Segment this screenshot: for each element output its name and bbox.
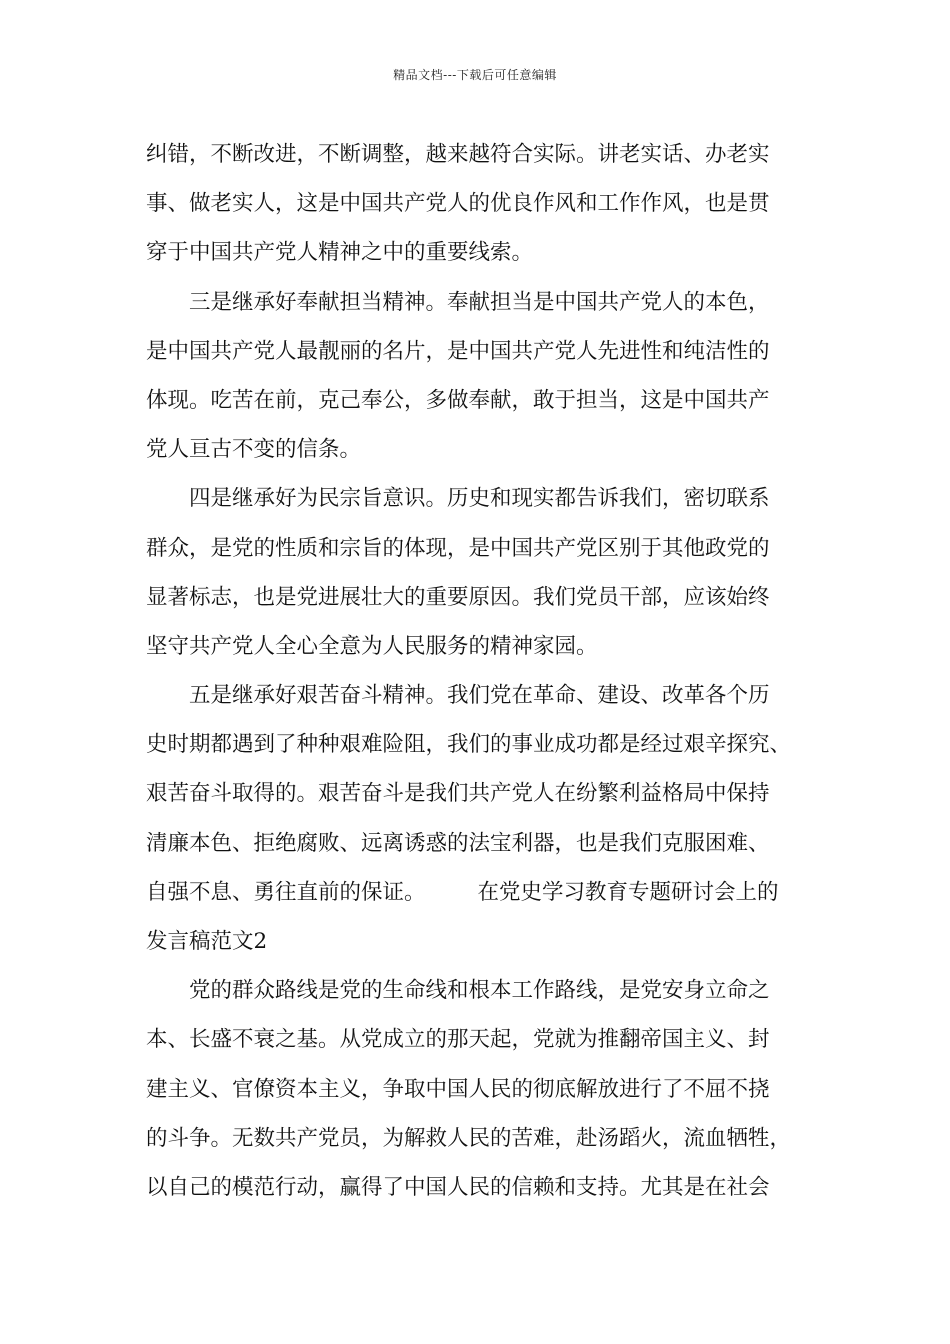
text-line: 穿于中国共产党人精神之中的重要线索。 — [146, 240, 534, 266]
text-line: 坚守共产党人全心全意为人民服务的精神家园。 — [146, 633, 598, 659]
text-line: 艰苦奋斗取得的。艰苦奋斗是我们共产党人在纷繁利益格局中保持 — [146, 781, 770, 807]
text-line: 建主义、官僚资本主义，争取中国人民的彻底解放进行了不屈不挠 — [146, 1076, 770, 1102]
text-line: 显著标志，也是党进展壮大的重要原因。我们党员干部，应该始终 — [146, 584, 770, 610]
paragraph-start-line: 三是继承好奉献担当精神。奉献担当是中国共产党人的本色， — [189, 289, 770, 315]
text-line: 是中国共产党人最靓丽的名片，是中国共产党人先进性和纯洁性的 — [146, 338, 770, 364]
text-line: 事、做老实人，这是中国共产党人的优良作风和工作作风，也是贯 — [146, 191, 770, 217]
text-line: 群众，是党的性质和宗旨的体现，是中国共产党区别于其他政党的 — [146, 535, 770, 561]
section-title-continued: 发言稿范文2 — [146, 929, 268, 954]
text-line: 纠错，不断改进，不断调整，越来越符合实际。讲老实话、办老实 — [146, 142, 770, 167]
section-title: 在党史学习教育专题研讨会上的 — [477, 879, 779, 905]
text-line: 清廉本色、拒绝腐败、远离诱惑的法宝利器，也是我们克服困难、 — [146, 830, 770, 856]
text-line: 史时期都遇到了种种艰难险阻，我们的事业成功都是经过艰辛探究、 — [146, 732, 792, 758]
text-line: 体现。吃苦在前，克己奉公，多做奉献，敢于担当，这是中国共产 — [146, 387, 770, 413]
text-line: 自强不息、勇往直前的保证。 — [146, 879, 426, 905]
document-body — [146, 130, 811, 1212]
page-header-watermark: 精品文档---下载后可任意编辑 — [393, 68, 557, 82]
paragraph-start-line: 四是继承好为民宗旨意识。历史和现实都告诉我们，密切联系 — [189, 486, 770, 512]
paragraph-start-line: 五是继承好艰苦奋斗精神。我们党在革命、建设、改革各个历 — [189, 683, 770, 709]
text-line-with-section-title — [146, 868, 811, 917]
text-line: 本、长盛不衰之基。从党成立的那天起，党就为推翻帝国主义、封 — [146, 1027, 770, 1053]
text-line: 的斗争。无数共产党员，为解救人民的苦难，赴汤蹈火，流血牺牲， — [146, 1125, 792, 1151]
text-line: 党人亘古不变的信条。 — [146, 437, 362, 463]
text-line: 以自己的模范行动，赢得了中国人民的信赖和支持。尤其是在社会 — [146, 1174, 770, 1200]
paragraph-start-line: 党的群众路线是党的生命线和根本工作路线，是党安身立命之 — [189, 978, 770, 1004]
